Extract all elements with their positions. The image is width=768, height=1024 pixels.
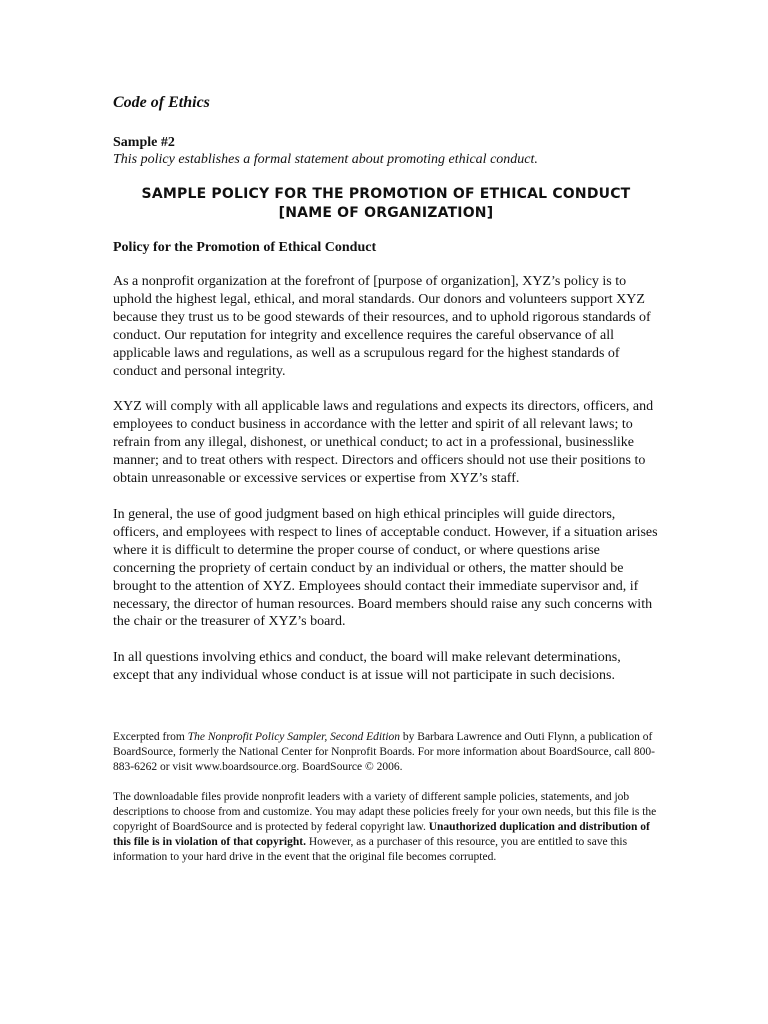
sample-label: Sample #2 xyxy=(113,135,175,150)
rights-bold-warning: Unauthorized duplication and distribution of this file is in violation of that copyright. xyxy=(113,821,650,849)
policy-heading-line1: SAMPLE POLICY FOR THE PROMOTION OF ETHICAL CONDUCT xyxy=(141,186,631,202)
excerpt-book-title: The Nonprofit Policy Sampler, Second Edition xyxy=(187,731,401,744)
policy-heading-line2: [NAME OF ORGANIZATION] xyxy=(278,205,494,221)
body-paragraph-3: In general, the use of good judgment based on high ethical principles will guide directors, officers, and employees with respect to lines of acceptable conduct. However, if a situation arises where it is difficult to determine the proper course of conduct, or where questions arise concerning the propriety of certain conduct by an individual or others, the matter should be brought to the attention of XYZ. Employees should contact their immediate supervisor and, if necessary, the director of human resources. Board members should raise any such concerns with the chair or the treasurer of XYZ’s board. xyxy=(113,506,658,630)
excerpt-note xyxy=(113,730,659,775)
sample-description: This policy establishes a formal statement about promoting ethical conduct. xyxy=(113,152,538,167)
body-paragraph-2: XYZ will comply with all applicable laws and regulations and expects its directors, officers, and employees to conduct business in accordance with the letter and spirit of all relevant laws; to refrain from any illegal, dishonest, or unethical conduct; to act in a professional, businesslike manner; and to treat others with respect. Directors and officers should not use their positions to obtain unreasonable or excessive services or expertise from XYZ’s staff. xyxy=(113,399,654,487)
excerpt-rest: by Barbara Lawrence and Outi Flynn, a publication of BoardSource, formerly the National Center for Nonprofit Boards. For more information about BoardSource, call 800-883-6262 or visit www.boardsource.org. BoardSource © 2006. xyxy=(113,731,655,774)
policy-subheading: Policy for the Promotion of Ethical Conduct xyxy=(113,240,377,255)
copyright-note xyxy=(113,790,659,865)
rights-text: The downloadable files provide nonprofit leaders with a variety of different sample policies, statements, and job descriptions to choose from and customize. You may adapt these policies freely for your own needs, but this file is the copyright of BoardSource and is protected by federal copyright law. xyxy=(113,791,657,834)
policy-heading xyxy=(113,185,659,223)
body-paragraph-4: In all questions involving ethics and conduct, the board will make relevant determinations, except that any individual whose conduct is at issue will not participate in such decisions. xyxy=(113,650,621,684)
rights-tail: However, as a purchaser of this resource, you are entitled to save this information to your hard drive in the event that the original file becomes corrupted. xyxy=(113,836,628,864)
excerpt-prefix: Excerpted from xyxy=(113,731,188,744)
document-title: Code of Ethics xyxy=(113,94,210,111)
document-page xyxy=(113,93,659,880)
footer-notes xyxy=(113,730,659,865)
body-paragraph-1: As a nonprofit organization at the forefront of [purpose of organization], XYZ’s policy is to uphold the highest legal, ethical, and moral standards. Our donors and volunteers support XYZ because they trust us to be good stewards of their resources, and to uphold rigorous standards of conduct. Our reputation for integrity and excellence requires the careful observance of all applicable laws and regulations, as well as a scrupulous regard for the highest standards of conduct and personal integrity. xyxy=(113,274,651,379)
